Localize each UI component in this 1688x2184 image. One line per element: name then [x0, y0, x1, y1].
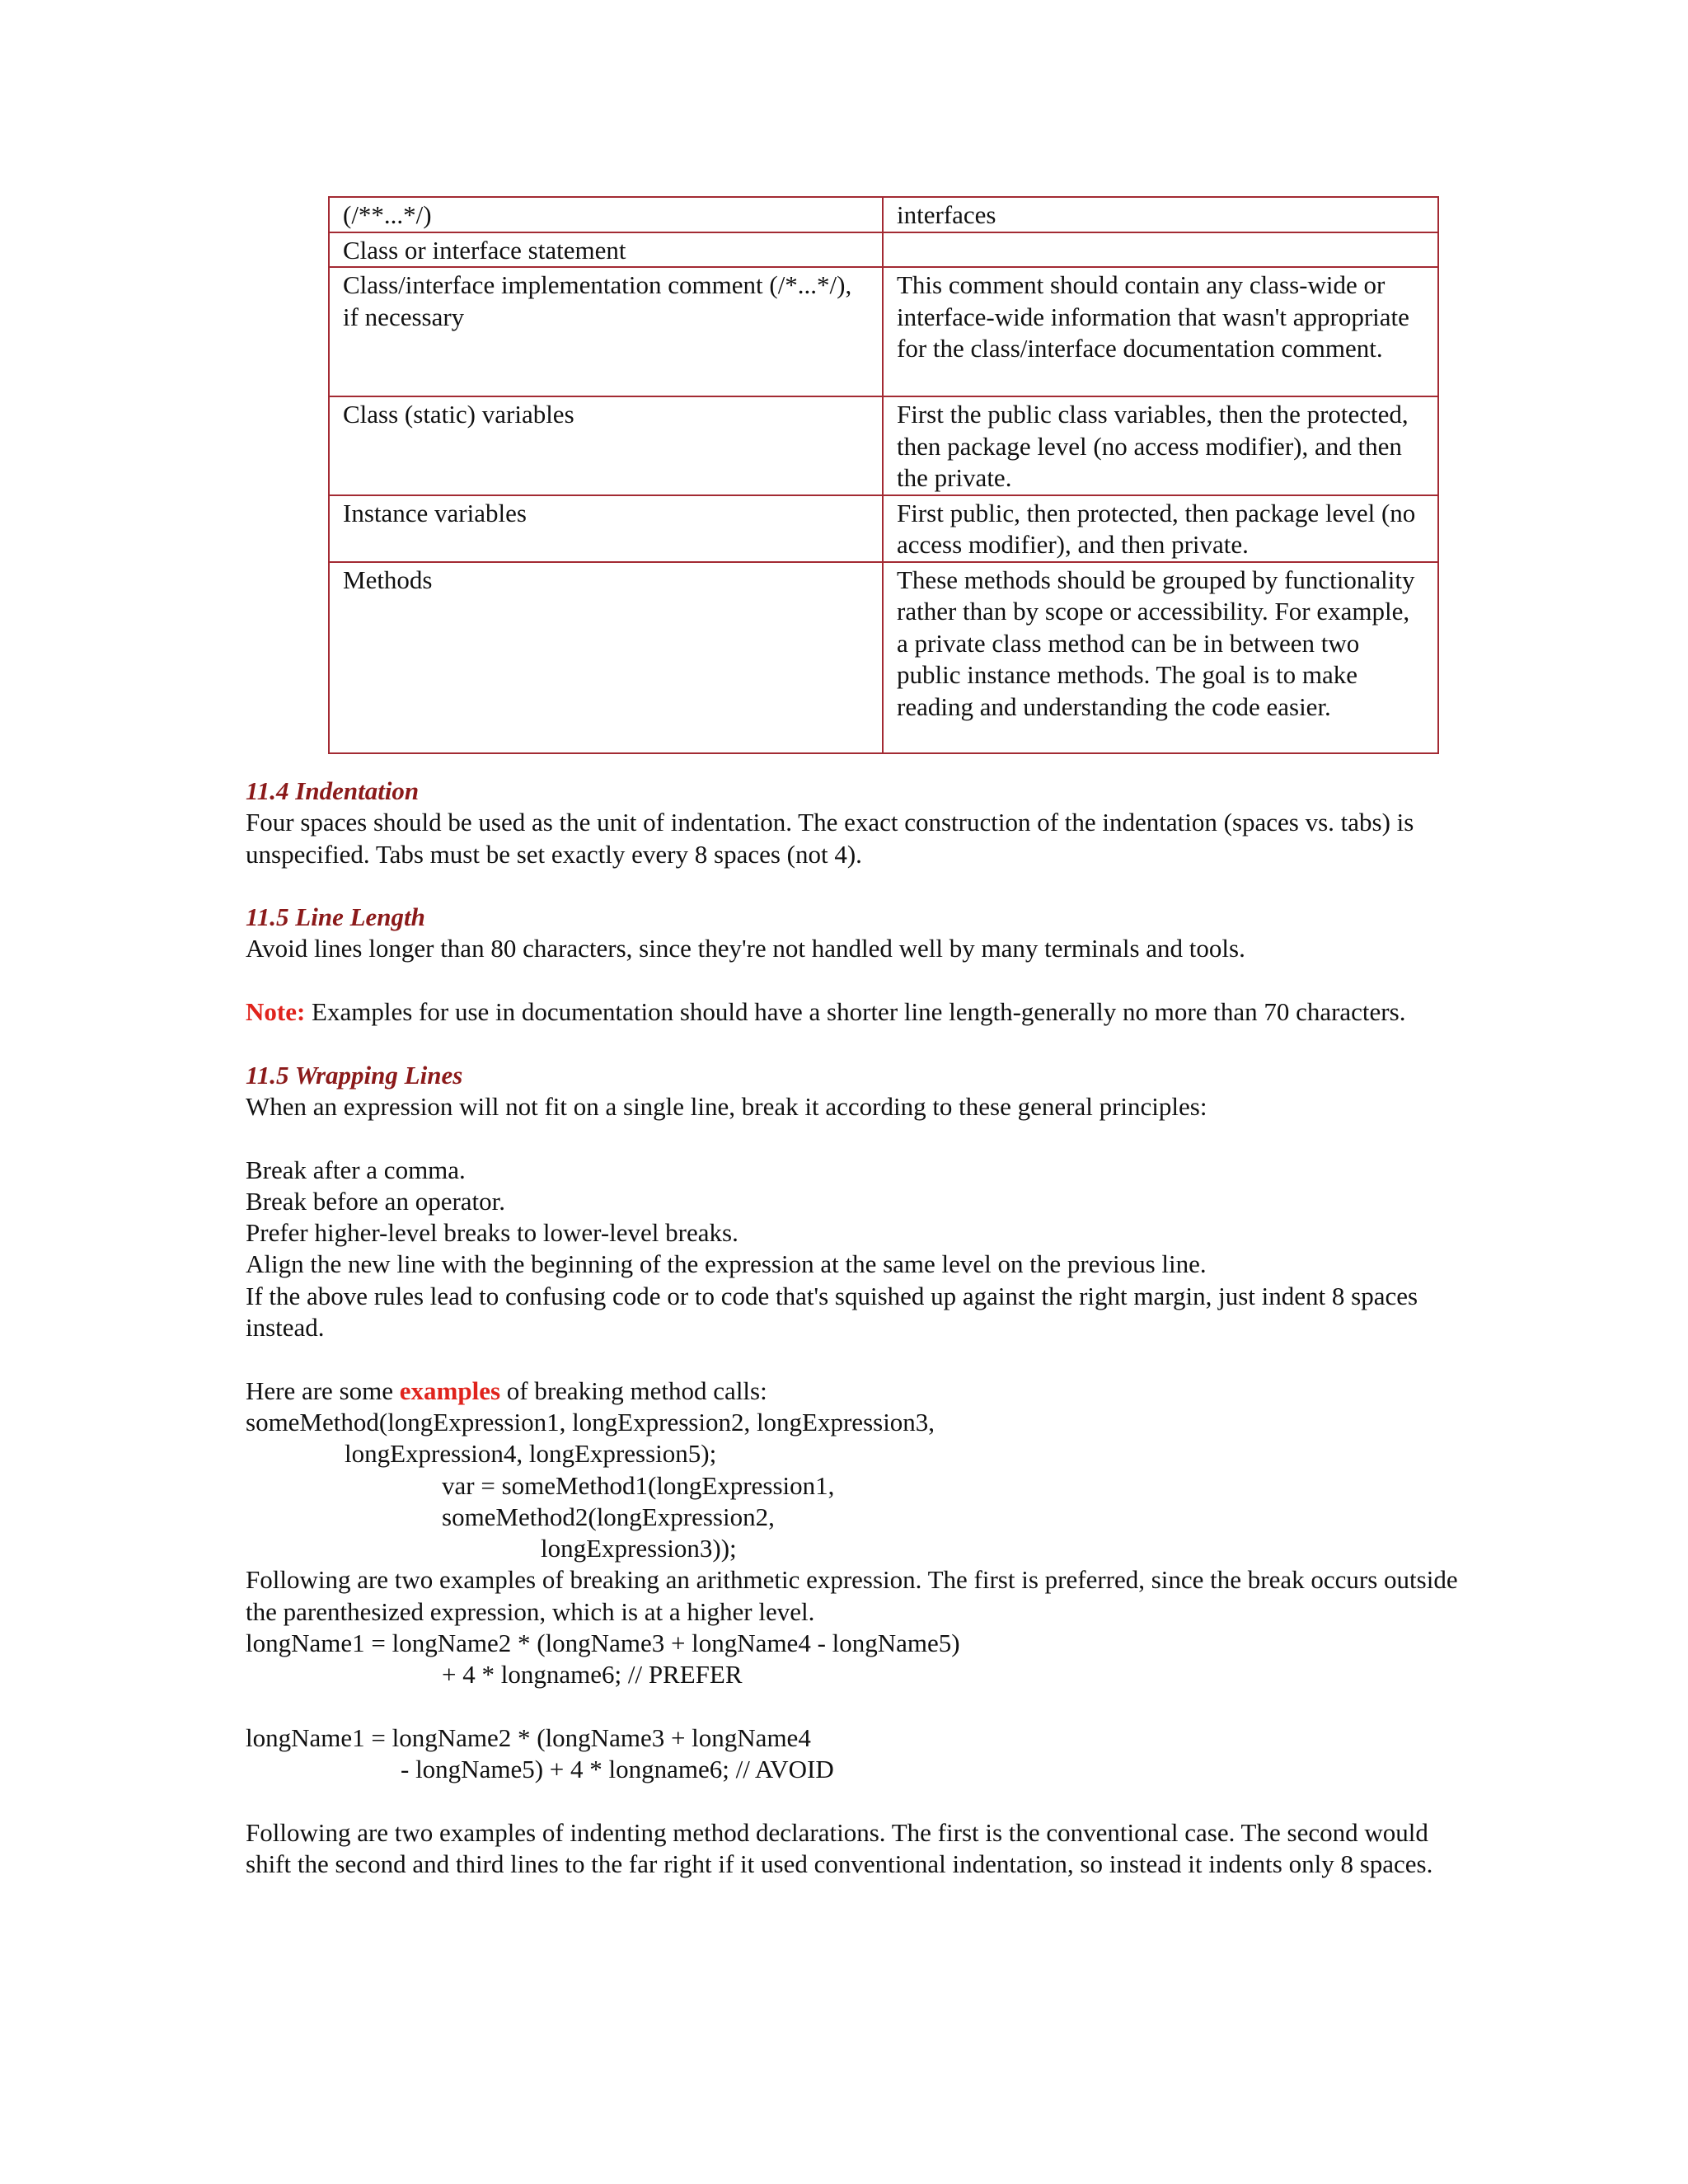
table-row: [329, 495, 1438, 562]
table-cell-part: Class or interface statement: [329, 232, 883, 268]
declaration-intro: Following are two examples of indenting method declarations. The first is the conventional case. The second would shift the second and third lines to the far right if it used conventional indentation, so instead it indents only 8 spaces.: [246, 1817, 1433, 1879]
table-row: [329, 232, 1438, 268]
examples-post: of breaking method calls:: [500, 1376, 767, 1405]
table-cell-notes: This comment should contain any class-wide or interface-wide information that wasn't appropriate for the class/interface documentation comment.: [883, 267, 1438, 396]
principle-item: Break after a comma.: [246, 1155, 466, 1184]
table-row: [329, 197, 1438, 232]
table-cell-part: Methods: [329, 562, 883, 753]
line-length-paragraph: Avoid lines longer than 80 characters, since they're not handled well by many terminals and tools.: [246, 934, 1245, 963]
code-line: longExpression3));: [541, 1534, 737, 1563]
wrapping-intro: When an expression will not fit on a single line, break it according to these general principles:: [246, 1091, 1207, 1121]
principle-item: If the above rules lead to confusing code or to code that's squished up against the right margin, just indent 8 spaces instead.: [246, 1281, 1418, 1343]
table-cell-part: Class/interface implementation comment (/*...*/), if necessary: [329, 267, 883, 396]
table-cell-notes: interfaces: [883, 197, 1438, 232]
table-row: [329, 396, 1438, 495]
code-line: someMethod(longExpression1, longExpression2, longExpression3,: [246, 1407, 935, 1436]
table-cell-part: (/**...*/): [329, 197, 883, 232]
principle-item: Align the new line with the beginning of the expression at the same level on the previous line.: [246, 1249, 1207, 1279]
section-heading-line-length: 11.5 Line Length: [246, 902, 425, 932]
document-body: [246, 776, 1465, 1880]
section-heading-indentation: 11.4 Indentation: [246, 776, 420, 805]
indentation-paragraph: Four spaces should be used as the unit of indentation. The exact construction of the indentation (spaces vs. tabs) is unspecified. Tabs must be set exactly every 8 spaces (not 4).: [246, 808, 1414, 869]
code-line: - longName5) + 4 * longname6; // AVOID: [401, 1755, 834, 1784]
table-cell-notes: These methods should be grouped by functionality rather than by scope or accessibility. For example, a private class method can be in between two public instance methods. The goal is to make reading and understanding the code easier.: [883, 562, 1438, 753]
code-line: longName1 = longName2 * (longName3 + longName4 - longName5): [246, 1629, 960, 1658]
code-line: longExpression4, longExpression5);: [345, 1439, 717, 1469]
table-cell-notes: [883, 232, 1438, 268]
examples-intro: [246, 1376, 1465, 1407]
note-label: Note:: [246, 997, 306, 1027]
note-paragraph: [246, 996, 1465, 1028]
table-row: [329, 562, 1438, 753]
table-cell-part: Instance variables: [329, 495, 883, 562]
table-cell-notes: First public, then protected, then package level (no access modifier), and then private.: [883, 495, 1438, 562]
principle-item: Break before an operator.: [246, 1186, 506, 1216]
section-heading-wrapping: 11.5 Wrapping Lines: [246, 1060, 463, 1090]
code-line: someMethod2(longExpression2,: [442, 1502, 775, 1531]
code-line: var = someMethod1(longExpression1,: [442, 1470, 835, 1500]
principle-item: Prefer higher-level breaks to lower-level breaks.: [246, 1218, 738, 1248]
code-line: + 4 * longname6; // PREFER: [442, 1660, 743, 1690]
arithmetic-intro: Following are two examples of breaking an arithmetic expression. The first is preferred, since the break occurs outside the parenthesized expression, which is at a higher level.: [246, 1565, 1458, 1626]
code-line: longName1 = longName2 * (longName3 + longName4: [246, 1722, 811, 1752]
table-cell-part: Class (static) variables: [329, 396, 883, 495]
table-cell-notes: First the public class variables, then the protected, then package level (no access modifier), and then the private.: [883, 396, 1438, 495]
table-row: [329, 267, 1438, 396]
note-text: Examples for use in documentation should have a shorter line length-generally no more than 70 characters.: [305, 997, 1406, 1027]
examples-link-word: examples: [399, 1376, 501, 1405]
file-organization-table: [328, 196, 1439, 754]
examples-pre: Here are some: [246, 1376, 400, 1405]
